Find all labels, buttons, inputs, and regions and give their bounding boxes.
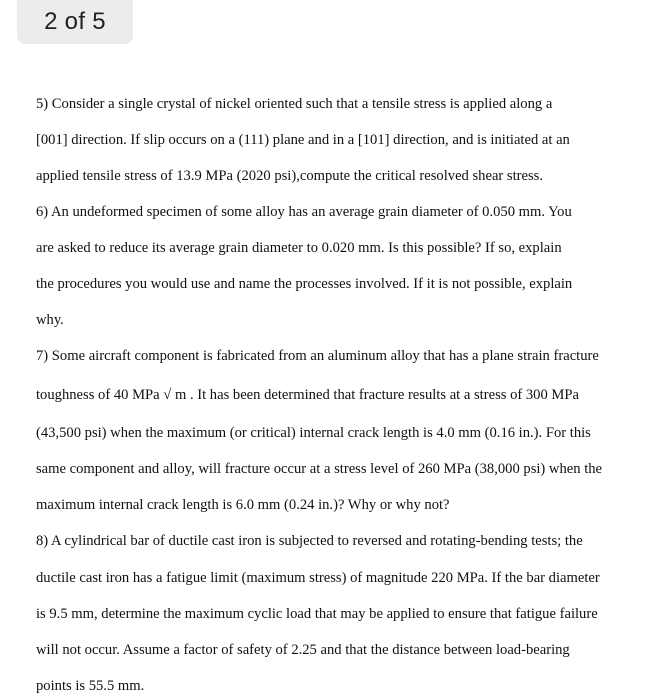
q5-line-2: [001] direction. If slip occurs on a (111) plane and in a [101] direction, and is initiated at an — [36, 132, 570, 148]
q7-line-4: same component and alloy, will fracture occur at a stress level of 260 MPa (38,000 psi) when the — [36, 461, 603, 477]
q6-line-4: why. — [36, 312, 64, 328]
q8-line-5: points is 55.5 mm. — [36, 678, 145, 694]
q7-line-2: toughness of 40 MPa √ m . It has been determined that fracture results at a stress of 300 MPa — [36, 387, 579, 403]
q8-line-4: will not occur. Assume a factor of safety of 2.25 and that the distance between load-bearing — [36, 642, 570, 658]
q8-line-2: ductile cast iron has a fatigue limit (maximum stress) of magnitude 220 MPa. If the bar diameter — [36, 570, 600, 586]
q7-line-3: (43,500 psi) when the maximum (or critical) internal crack length is 4.0 mm (0.16 in.). For this — [36, 425, 591, 441]
q5-line-1: 5) Consider a single crystal of nickel oriented such that a tensile stress is applied along a — [36, 96, 553, 112]
q8-line-3: is 9.5 mm, determine the maximum cyclic load that may be applied to ensure that fatigue failure — [36, 606, 598, 622]
q5-line-3: applied tensile stress of 13.9 MPa (2020 psi),compute the critical resolved shear stress. — [36, 168, 544, 184]
q7-line-5: maximum internal crack length is 6.0 mm (0.24 in.)? Why or why not? — [36, 497, 450, 513]
q6-line-2: are asked to reduce its average grain diameter to 0.020 mm. Is this possible? If so, explain — [36, 240, 562, 256]
q6-line-3: the procedures you would use and name the processes involved. If it is not possible, explain — [36, 276, 573, 292]
page-indicator: 2 of 5 — [17, 0, 133, 44]
q6-line-1: 6) An undeformed specimen of some alloy has an average grain diameter of 0.050 mm. You — [36, 204, 572, 220]
q8-line-1: 8) A cylindrical bar of ductile cast iron is subjected to reversed and rotating-bending tests; the — [36, 533, 583, 549]
q7-line-1: 7) Some aircraft component is fabricated from an aluminum alloy that has a plane strain fracture — [36, 348, 599, 364]
